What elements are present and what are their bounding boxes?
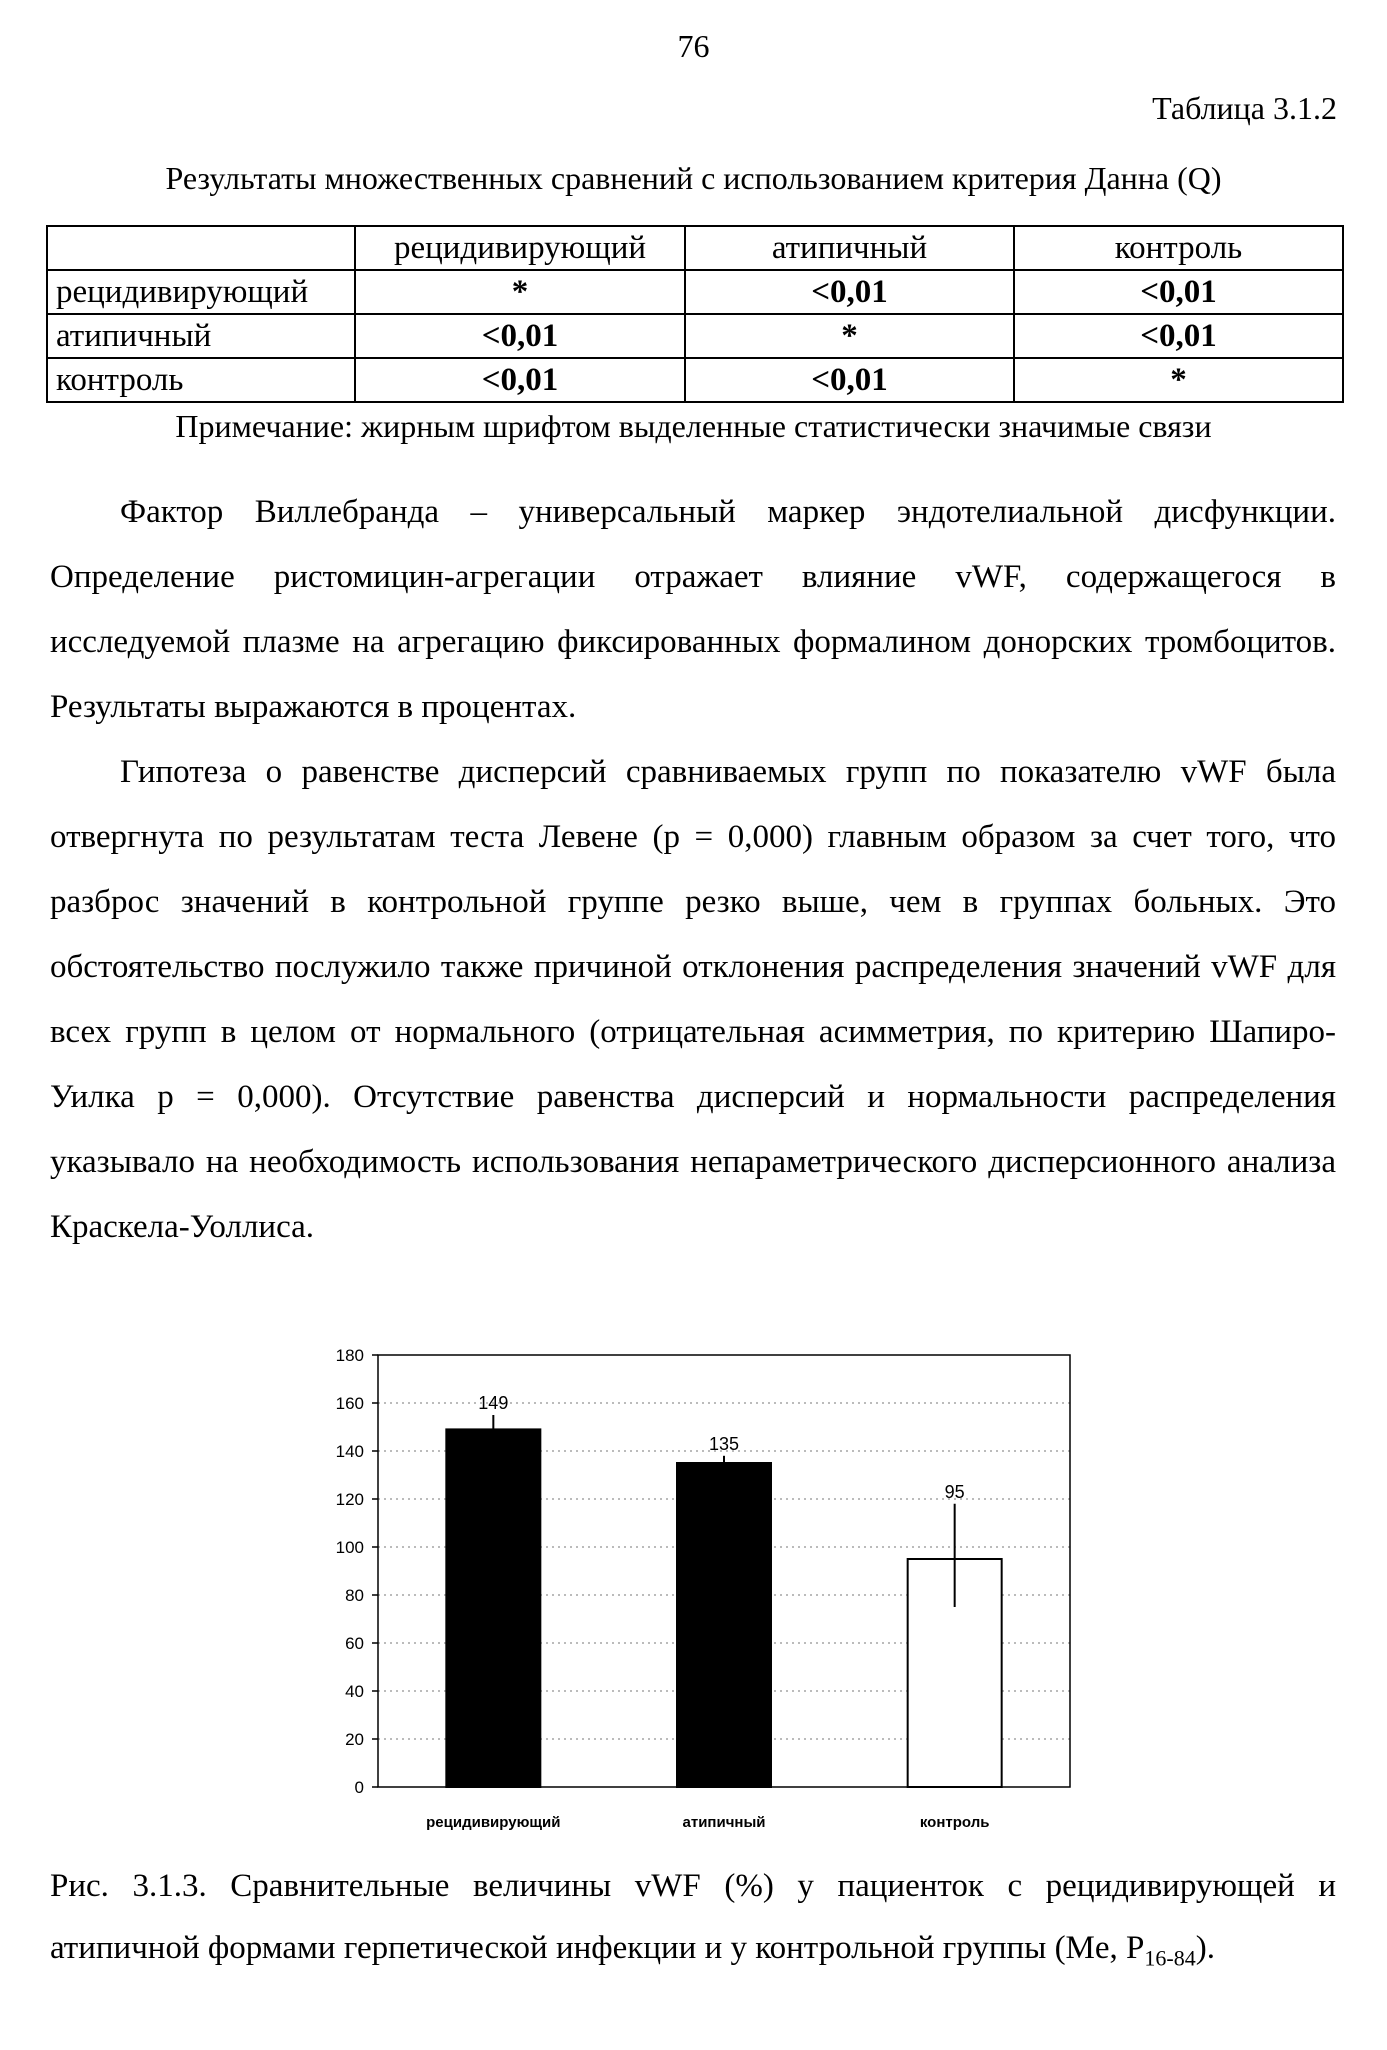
bar <box>446 1429 540 1787</box>
table-cell: <0,01 <box>355 314 685 358</box>
page-number: 76 <box>677 28 710 64</box>
table-header-cell: контроль <box>1014 226 1343 270</box>
y-tick-label: 120 <box>335 1490 364 1509</box>
y-tick-label: 160 <box>335 1394 364 1413</box>
data-label: 135 <box>708 1433 740 1454</box>
table-caption: Результаты множественных сравнений с использованием критерия Данна (Q) <box>165 160 1222 196</box>
figure-caption <box>50 1855 1336 1990</box>
table-row-label: контроль <box>47 358 355 402</box>
table-cell: <0,01 <box>1014 314 1343 358</box>
y-tick-label: 60 <box>345 1634 364 1653</box>
table-note: Примечание: жирным шрифтом выделенные статистически значимые связи <box>175 408 1212 444</box>
data-label: 149 <box>478 1393 509 1413</box>
table-row <box>47 358 1343 402</box>
table-cell: * <box>685 314 1014 358</box>
table-cell: <0,01 <box>355 358 685 402</box>
bar <box>677 1463 771 1787</box>
table-header-row <box>47 226 1343 270</box>
table-row <box>47 270 1343 314</box>
table-header-cell: рецидивирующий <box>355 226 685 270</box>
dunn-comparison-table <box>46 225 1344 403</box>
figure-caption-subscript: 16-84 <box>1144 1945 1196 1971</box>
x-tick-label: атипичный <box>682 1814 766 1831</box>
body-text <box>50 480 1336 1260</box>
x-tick-label: контроль <box>919 1814 990 1831</box>
y-tick-label: 80 <box>345 1586 364 1605</box>
y-tick-label: 100 <box>335 1538 364 1557</box>
table-row <box>47 314 1343 358</box>
table-cell: <0,01 <box>685 358 1014 402</box>
y-tick-label: 0 <box>354 1778 364 1797</box>
y-tick-label: 40 <box>345 1682 364 1701</box>
table-header-cell: атипичный <box>685 226 1014 270</box>
data-label: 95 <box>944 1481 965 1502</box>
table-cell: <0,01 <box>1014 270 1343 314</box>
figure-caption-text: Рис. 3.1.3. Сравнительные величины vWF (%) у пациенток с рецидивирующей и атипичной формами герпетической инфекции и у контрольной группы (Me, P <box>50 1868 1336 1966</box>
table-row-label: рецидивирующий <box>47 270 355 314</box>
table-cell: * <box>1014 358 1343 402</box>
y-tick-label: 140 <box>335 1442 364 1461</box>
table-label: Таблица 3.1.2 <box>1152 90 1337 126</box>
table-cell: * <box>355 270 685 314</box>
vwf-bar-chart <box>310 1345 1090 1845</box>
y-tick-label: 20 <box>345 1730 364 1749</box>
paragraph: Гипотеза о равенстве дисперсий сравниваемых групп по показателю vWF была отвергнута по результатам теста Левене (p = 0,000) главным образом за счет того, что разброс значений в контрольной группе резко выше, чем в группах больных. Это обстоятельство послужило также причиной отклонения распределения значений vWF для всех групп в целом от нормального (отрицательная асимметрия, по критерию Шапиро-Уилка p = 0,000). Отсутствие равенства дисперсий и нормальности распределения указывало на необходимость использования непараметрического дисперсионного анализа Краскела-Уоллиса. <box>50 754 1336 1245</box>
paragraph: Фактор Виллебранда – универсальный маркер эндотелиальной дисфункции. Определение ристомицин-агрегации отражает влияние vWF, содержащегося в исследуемой плазме на агрегацию фиксированных формалином донорских тромбоцитов. Результаты выражаются в процентах. <box>50 494 1336 725</box>
table-cell: <0,01 <box>685 270 1014 314</box>
y-tick-label: 180 <box>335 1346 364 1365</box>
table-row-label: атипичный <box>47 314 355 358</box>
x-tick-label: рецидивирующий <box>426 1814 561 1831</box>
table-header-cell <box>47 226 355 270</box>
figure-caption-end: ). <box>1195 1930 1215 1966</box>
